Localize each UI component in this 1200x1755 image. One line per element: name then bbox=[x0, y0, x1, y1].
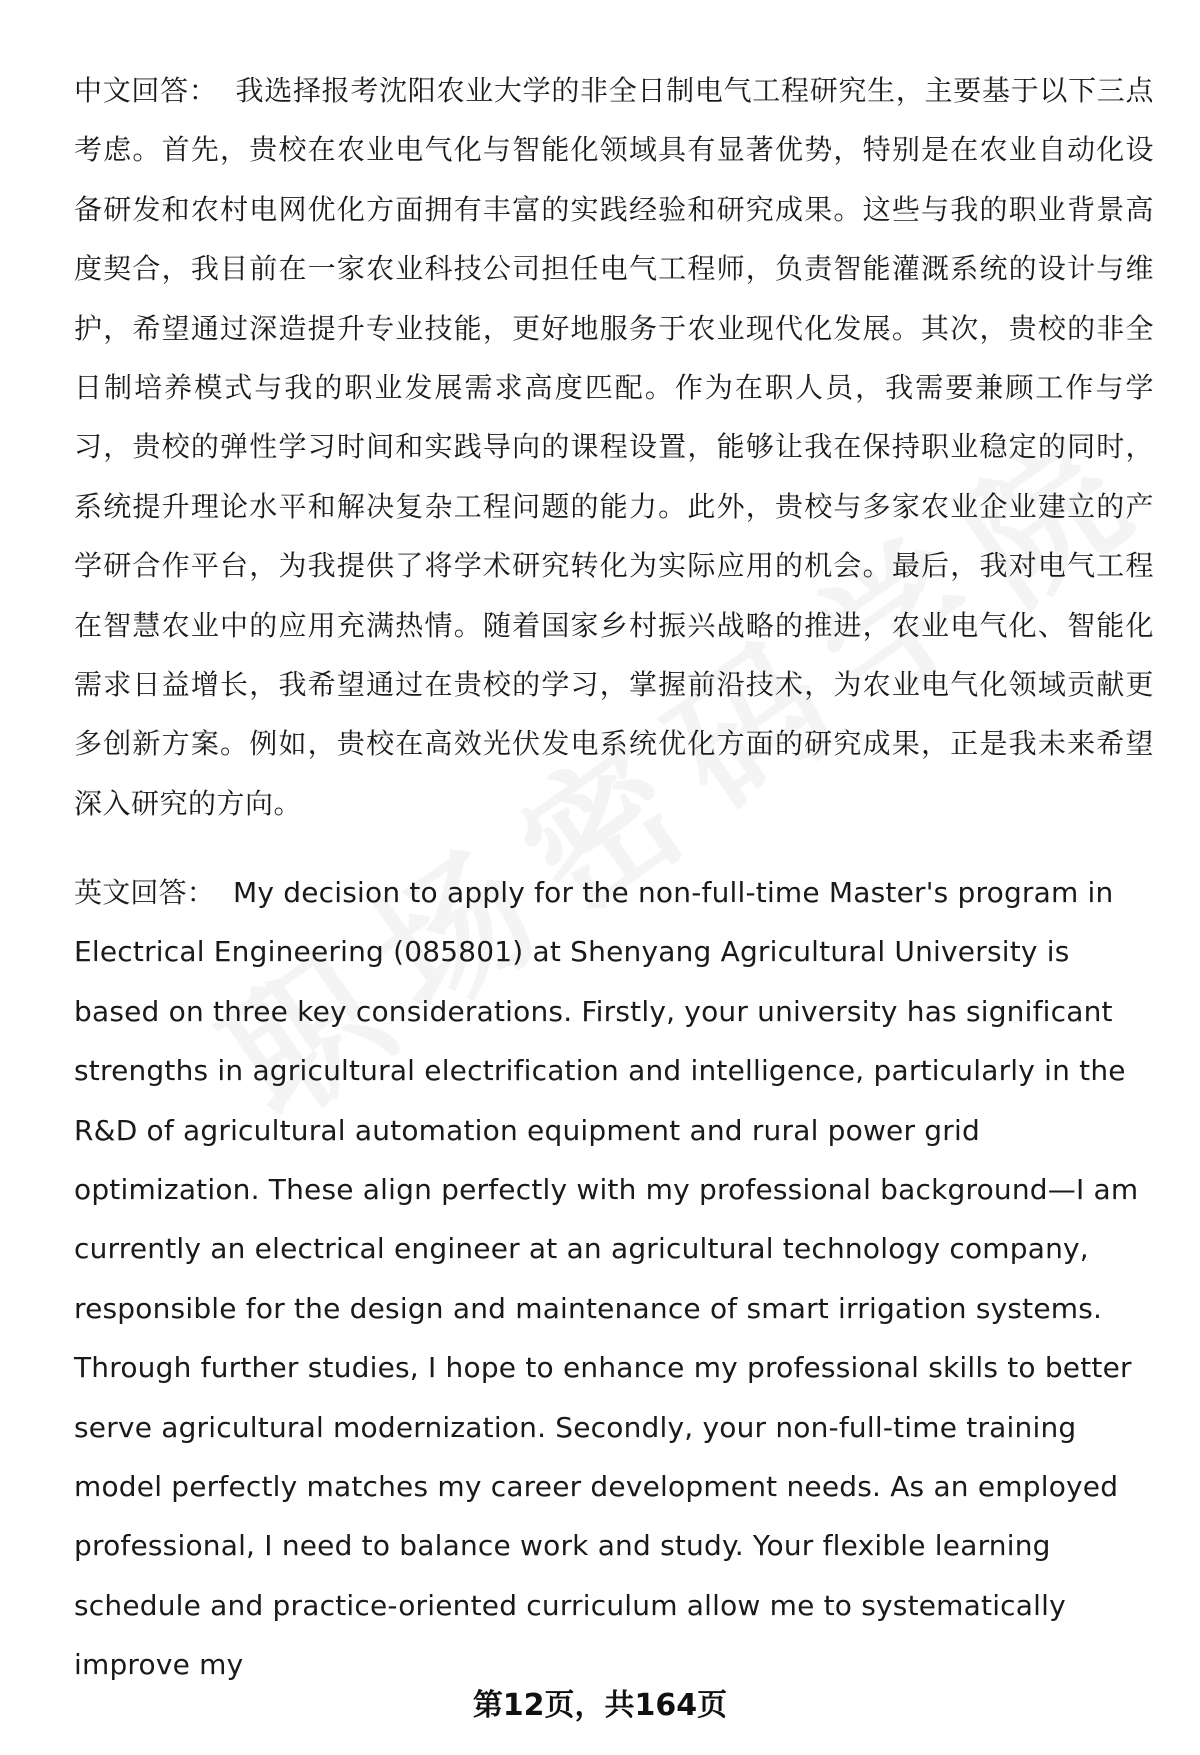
english-answer-text: My decision to apply for the non-full-time Master's program in Electrical Engineering (085801) at Shenyang Agricultural University is based on three key considerations. Firstly, your university has significant strengths in agricultural electrification and intelligence, particularly in the R&D of agricultural automation equipment and rural power grid optimization. These align perfectly with my professional background—I am currently an electrical engineer at an agricultural technology company, responsible for the design and maintenance of smart irrigation systems. Through further studies, I hope to enhance my professional skills to better serve agricultural modernization. Secondly, your non-full-time training model perfectly matches my career development needs. As an employed professional, I need to balance work and study. Your flexible learning schedule and practice-oriented curriculum allow me to systematically improve my bbox=[74, 876, 1139, 1682]
chinese-answer-paragraph bbox=[74, 61, 1154, 833]
chinese-answer-label: 中文回答： bbox=[74, 74, 218, 107]
page-number-footer: 第12页，共164页 bbox=[472, 1688, 728, 1723]
chinese-answer-text: 我选择报考沈阳农业大学的非全日制电气工程研究生，主要基于以下三点考虑。首先，贵校在农业电气化与智能化领域具有显著优势，特别是在农业自动化设备研发和农村电网优化方面拥有丰富的实践经验和研究成果。这些与我的职业背景高度契合，我目前在一家农业科技公司担任电气工程师，负责智能灌溉系统的设计与维护，希望通过深造提升专业技能，更好地服务于农业现代化发展。其次，贵校的非全日制培养模式与我的职业发展需求高度匹配。作为在职人员，我需要兼顾工作与学习，贵校的弹性学习时间和实践导向的课程设置，能够让我在保持职业稳定的同时，系统提升理论水平和解决复杂工程问题的能力。此外，贵校与多家农业企业建立的产学研合作平台，为我提供了将学术研究转化为实际应用的机会。最后，我对电气工程在智慧农业中的应用充满热情。随着国家乡村振兴战略的推进，农业电气化、智能化需求日益增长，我希望通过在贵校的学习，掌握前沿技术，为农业电气化领域贡献更多创新方案。例如，贵校在高效光伏发电系统优化方面的研究成果，正是我未来希望深入研究的方向。 bbox=[74, 74, 1154, 820]
english-answer-paragraph bbox=[74, 863, 1154, 1695]
english-answer-label: 英文回答： bbox=[74, 876, 216, 909]
